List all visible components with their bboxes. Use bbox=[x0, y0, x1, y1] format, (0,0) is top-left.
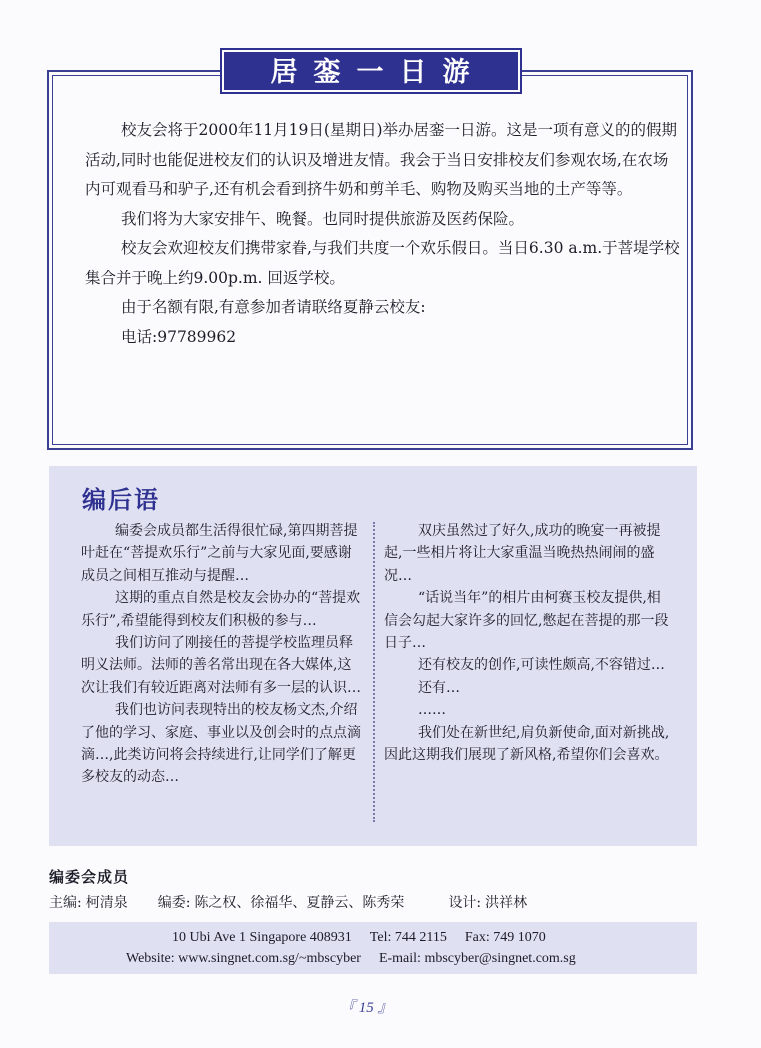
editorial-right-column bbox=[384, 520, 672, 766]
trip-paragraph-4: 由于名额有限,有意参加者请联络夏静云校友: bbox=[121, 298, 426, 316]
editorial-left-column bbox=[81, 520, 365, 789]
editors: 陈之权、徐福华、夏静云、陈秀荣 bbox=[194, 895, 405, 911]
contact-bar bbox=[49, 922, 697, 974]
trip-paragraph-2: 我们将为大家安排午、晚餐。也同时提供旅游及医药保险。 bbox=[121, 209, 525, 228]
address: 10 Ubi Ave 1 Singapore 408931 bbox=[172, 930, 352, 945]
fax: Fax: 749 1070 bbox=[464, 930, 546, 945]
staff-heading: 编委会成员 bbox=[49, 868, 130, 886]
website: Website: www.singnet.com.sg/~mbscyber bbox=[126, 951, 361, 966]
telephone: Tel: 744 2115 bbox=[369, 930, 447, 945]
trip-body bbox=[85, 116, 681, 352]
editorial-right-paragraph-2: “话说当年”的相片由柯赛玉校友提供,相信会勾起大家许多的回忆,憋起在菩提的那一段日子… bbox=[384, 590, 669, 652]
email: E-mail: mbscyber@singnet.com.sg bbox=[378, 951, 576, 966]
editorial-left-paragraph-4: 我们也访问表现特出的校友杨文杰,介绍了他的学习、家庭、事业以及创会时的点点滴滴…,此类访问将会持续进行,让同学们了解更多校友的动态… bbox=[81, 702, 361, 786]
staff-list bbox=[49, 892, 531, 912]
editorial-right-paragraph-5: …… bbox=[418, 702, 446, 719]
contact-line-1 bbox=[172, 930, 546, 946]
chief-editor: 柯清泉 bbox=[85, 895, 128, 911]
contact-line-2 bbox=[126, 951, 576, 967]
trip-paragraph-3: 校友会欢迎校友们携带家眷,与我们共度一个欢乐假日。当日6.30 a.m.于菩堤学校集合并于晚上约9.00p.m. 回返学校。 bbox=[85, 239, 680, 287]
editorial-left-paragraph-3: 我们访问了刚接任的菩提学校监理员释明义法师。法师的善名常出现在各大媒体,这次让我们有较近距离对法师有多一层的认识… bbox=[81, 635, 361, 696]
editorial-left-paragraph-1: 编委会成员都生活得很忙碌,第四期菩提叶赶在“菩提欢乐行”之前与大家见面,要感谢成员之间相互推动与提醒… bbox=[81, 523, 358, 584]
column-divider bbox=[373, 522, 375, 822]
editorial-right-paragraph-1: 双庆虽然过了好久,成功的晚宴一再被提起,一些相片将让大家重温当晚热热闹闹的盛况… bbox=[384, 523, 661, 584]
trip-phone: 电话:97789962 bbox=[121, 327, 237, 346]
designer-label: 设计: bbox=[448, 895, 482, 911]
designer: 洪祥林 bbox=[485, 895, 528, 911]
editorial-right-paragraph-6: 我们处在新世纪,肩负新使命,面对新挑战,因此这期我们展现了新风格,希望你们会喜欢。 bbox=[384, 724, 670, 764]
editorial-title: 编后语 bbox=[82, 486, 160, 514]
editors-label: 编委: bbox=[157, 895, 191, 911]
trip-title: 居銮一日游 bbox=[222, 50, 520, 92]
page-number: 『 15 』 bbox=[340, 1000, 393, 1016]
editorial-left-paragraph-2: 这期的重点自然是校友会协办的“菩提欢乐行”,希望能得到校友们积极的参与… bbox=[81, 590, 361, 629]
editorial-right-paragraph-3: 还有校友的创作,可读性颇高,不容错过… bbox=[418, 657, 665, 674]
chief-editor-label: 主编: bbox=[49, 895, 82, 911]
trip-paragraph-1: 校友会将于2000年11月19日(星期日)举办居銮一日游。这是一项有意义的的假期活动,同时也能促进校友们的认识及增进友情。我会于当日安排校友们参观农场,在农场内可观看马和驴子,还有机会看到挤牛奶和剪羊毛、购物及购买当地的土产等等。 bbox=[85, 121, 677, 198]
editorial-right-paragraph-4: 还有… bbox=[418, 679, 460, 696]
